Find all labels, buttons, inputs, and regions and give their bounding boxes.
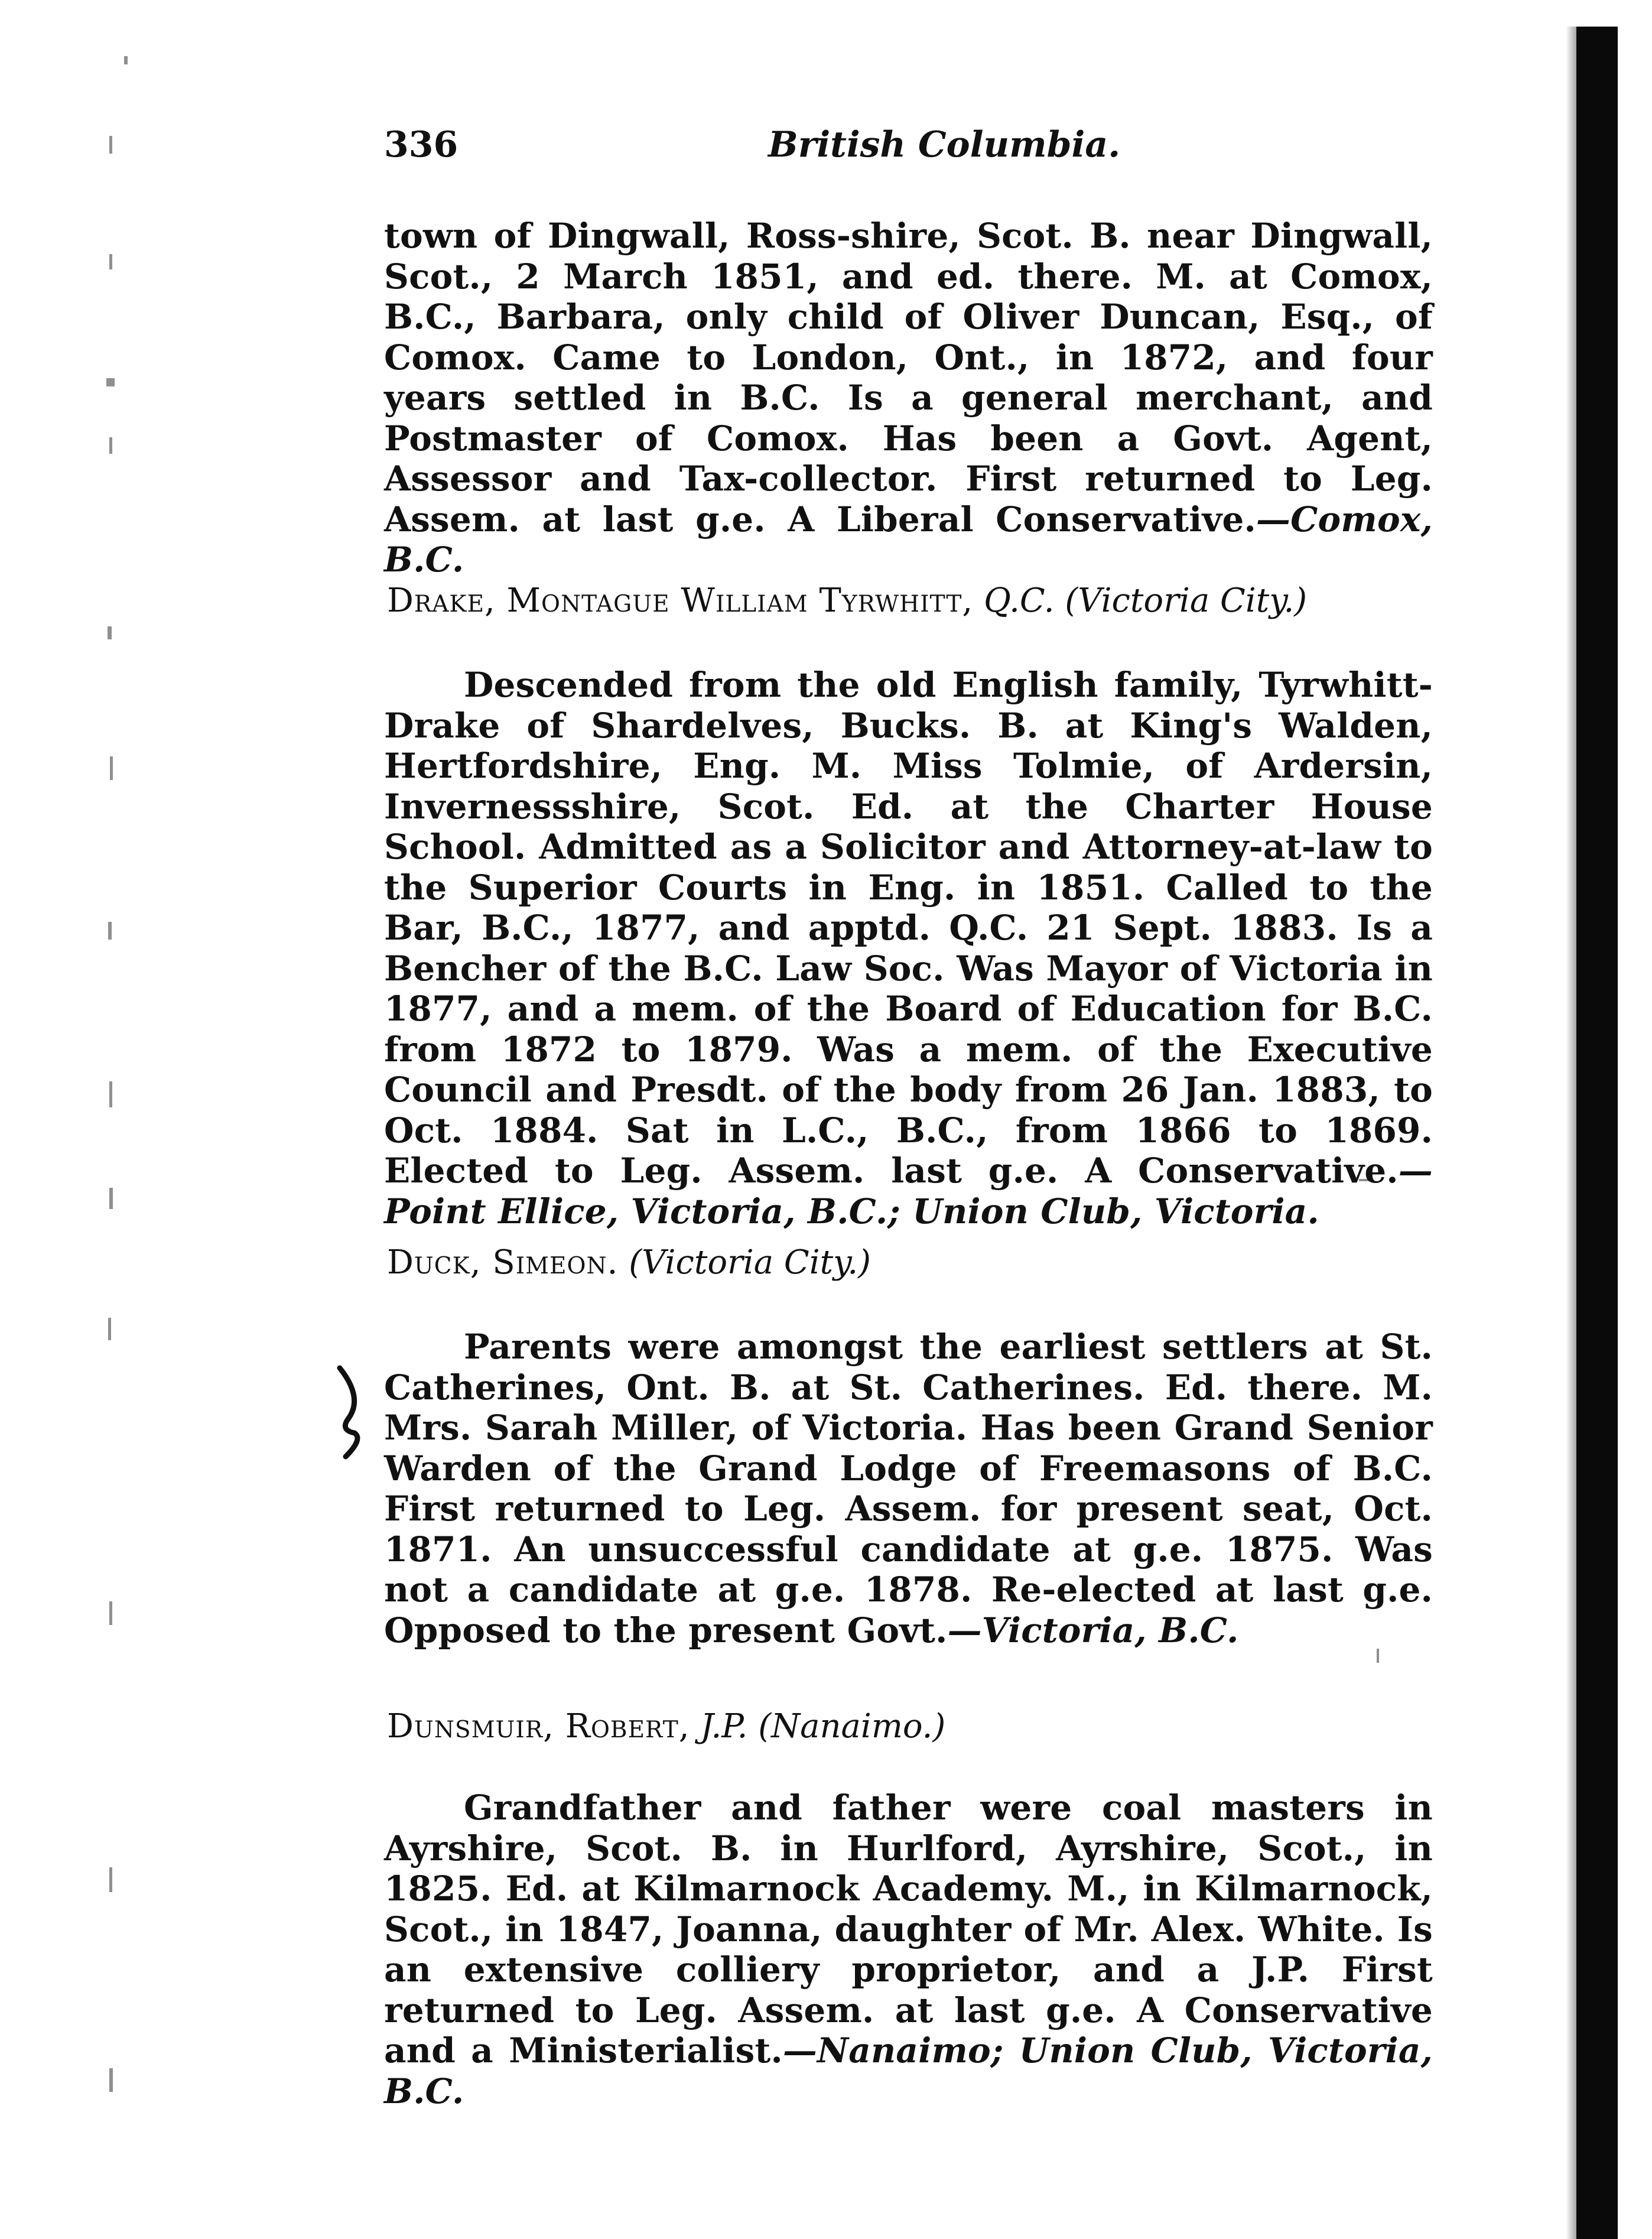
entry-body-duck — [384, 1327, 1433, 1650]
entry-address: —Victoria, B.C. — [947, 1610, 1239, 1650]
scan-speck — [109, 254, 112, 269]
scan-speck — [109, 1601, 112, 1625]
margin-bracket-mark — [328, 1362, 369, 1463]
constituency: (Victoria City.) — [1065, 581, 1308, 620]
scan-speck — [110, 756, 113, 780]
scan-speck — [108, 1318, 111, 1340]
member-title: Q.C. — [983, 581, 1055, 620]
scan-speck — [1377, 1649, 1379, 1663]
entry-address: —Point Ellice, Victoria, B.C.; Union Club, Victoria. — [384, 1151, 1433, 1231]
entry-text: town of Dingwall, Ross-shire, Scot. B. near Dingwall, Scot., 2 March 1851, and ed. there. M. at Comox, B.C., Barbara, only child of Oliver Duncan, Esq., of Comox. Came to London, Ont., in 1872, and four years settled in B.C. Is a general merchant, and Postmaster of Comox. Has been a Govt. Agent, Assessor and Tax-collector. First returned to Leg. Assem. at last g.e. A Liberal Conservative. — [384, 216, 1433, 540]
scan-speck — [109, 1867, 112, 1892]
entry-heading-duck — [387, 1244, 1445, 1282]
scan-speck — [106, 378, 115, 386]
running-title: British Columbia. — [768, 124, 1121, 165]
member-name: Dunsmuir, Robert, — [387, 1707, 690, 1746]
entry-text: Descended from the old English family, Tyrwhitt-Drake of Shardelves, Bucks. B. at King's Walden, Hertfordshire, Eng. M. Miss Tolmie, of Ardersin, Invernessshire, Scot. Ed. at the Charter House School. Admitted as a Solicitor and Attorney-at-law to the Superior Courts in Eng. in 1851. Called to the Bar, B.C., 1877, and apptd. Q.C. 21 Sept. 1883. Is a Bencher of the B.C. Law Soc. Was Mayor of Victoria in 1877, and a mem. of the Board of Education for B.C. from 1872 to 1879. Was a mem. of the Executive Council and Presdt. of the body from 26 Jan. 1883, to Oct. 1884. Sat in L.C., B.C., from 1866 to 1869. Elected to Leg. Assem. last g.e. A Conservative. — [384, 665, 1433, 1191]
entry-body-drake — [384, 665, 1433, 1231]
binding-edge — [1576, 27, 1618, 2239]
page-number: 336 — [384, 124, 458, 165]
entry-address: —Nanaimo; Union Club, Victoria, B.C. — [384, 2030, 1433, 2111]
constituency: (Victoria City.) — [629, 1243, 871, 1282]
scan-speck — [109, 1081, 112, 1107]
entry-text: Grandfather and father were coal masters in Ayrshire, Scot. B. in Hurlford, Ayrshire, Scot., in 1825. Ed. at Kilmarnock Academy. M., in Kilmarnock, Scot., in 1847, Joanna, daughter of Mr. Alex. White. Is an extensive colliery proprietor, and a J.P. First returned to Leg. Assem. at last g.e. A Conservative and a Ministerialist. — [384, 1788, 1433, 2071]
scan-speck — [109, 1188, 113, 1209]
running-header — [384, 124, 1448, 177]
entry-heading-dunsmuir — [387, 1708, 1445, 1746]
member-title: J.P. — [700, 1707, 748, 1746]
entry-text: Parents were amongst the earliest settlers at St. Catherines, Ont. B. at St. Catherines. Ed. there. M. Mrs. Sarah Miller, of Victoria. Has been Grand Senior Warden of the Grand Lodge of Freemasons of B.C. First returned to Leg. Assem. for present seat, Oct. 1871. An unsuccessful candidate at g.e. 1875. Was not a candidate at g.e. 1878. Re-elected at last g.e. Opposed to the present Govt. — [384, 1327, 1433, 1650]
scan-speck — [108, 626, 112, 639]
scan-speck — [109, 136, 112, 154]
constituency: (Nanaimo.) — [758, 1707, 946, 1746]
scan-speck — [109, 437, 112, 454]
scan-speck — [108, 922, 112, 940]
member-name: Drake, Montague William Tyrwhitt, — [387, 581, 974, 620]
member-name: Duck, Simeon. — [387, 1243, 619, 1282]
entry-body-dunsmuir — [384, 1788, 1433, 2111]
entry-continuation-body — [384, 216, 1433, 580]
entry-heading-drake — [387, 582, 1445, 620]
entry-address: —Comox, B.C. — [384, 499, 1433, 580]
scan-speck — [109, 2068, 113, 2092]
scan-speck — [124, 56, 128, 64]
